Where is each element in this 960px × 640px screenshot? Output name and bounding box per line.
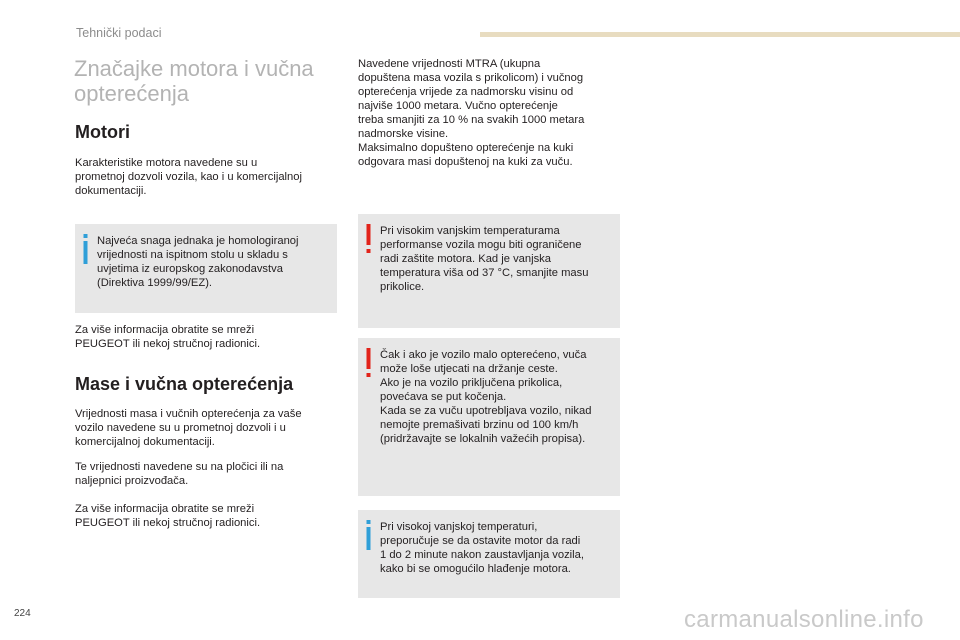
warning-box-1 [358,214,620,328]
loads-heading: Mase i vučna opterećenja [75,374,294,394]
right-info-text: Pri visokoj vanjskoj temperaturi, preporučuje se da ostavite motor da radi 1 do 2 minute nakon zaustavljanja vozila, kako bi se omogućilo hlađenje motora. [380,521,584,575]
info-icon [363,520,374,550]
warning-box-2 [358,338,620,496]
page-title: Značajke motora i vučna opterećenja [74,56,314,106]
warning-icon [363,224,374,254]
right-paragraph-1: Navedene vrijednosti MTRA (ukupna dopuštena masa vozila s prikolicom) i vučnog opterećenja vrijede za nadmorsku visinu od najviše 1000 metara. Vučno opterećenje treba smanjiti za 10 % na svakih 1000 metara nadmorske visine. Maksimalno dopušteno opterećenje na kuki odgovara masi dopuštenoj na kuki za vuču. [358,58,585,168]
right-info-box [358,510,620,598]
motors-paragraph-2: Za više informacija obratite se mreži PEUGEOT ili nekoj stručnoj radionici. [75,324,261,350]
motors-heading: Motori [75,122,130,142]
loads-paragraph-3: Za više informacija obratite se mreži PEUGEOT ili nekoj stručnoj radionici. [75,503,261,529]
warning-text-2: Čak i ako je vozilo malo opterećeno, vuča može loše utjecati na držanje ceste. Ako je na vozilo priključena prikolica, povećava se put kočenja. Kada se za vuču upotrebljava vozilo, nikad nemojte premašivati brzinu od 100 km/h (pridržavajte se lokalnih važećih propisa). [380,349,592,445]
page-number: 224 [14,608,31,619]
loads-paragraph-2: Te vrijednosti navedene su na pločici ili na naljepnici proizvođača. [75,461,284,487]
info-icon [80,234,91,264]
watermark: carmanualsonline.info [684,606,924,633]
header-section-label: Tehnički podaci [76,26,162,40]
motors-paragraph-1: Karakteristike motora navedene su u prometnoj dozvoli vozila, kao i u komercijalnoj dokumentaciji. [75,157,302,197]
header-rule [480,32,960,37]
warning-text-1: Pri visokim vanjskim temperaturama performanse vozila mogu biti ograničene radi zaštite motora. Kad je vanjska temperatura viša od 37 °C, smanjite masu prikolice. [380,225,589,293]
warning-icon [363,348,374,378]
motors-info-text: Najveća snaga jednaka je homologiranoj vrijednosti na ispitnom stolu u skladu s uvjetima iz europskog zakonodavstva (Direktiva 1999/99/EZ). [97,235,299,289]
loads-paragraph-1: Vrijednosti masa i vučnih opterećenja za vaše vozilo navedene su u prometnoj dozvoli i u komercijalnoj dokumentaciji. [75,408,302,448]
motors-info-box [75,224,337,313]
